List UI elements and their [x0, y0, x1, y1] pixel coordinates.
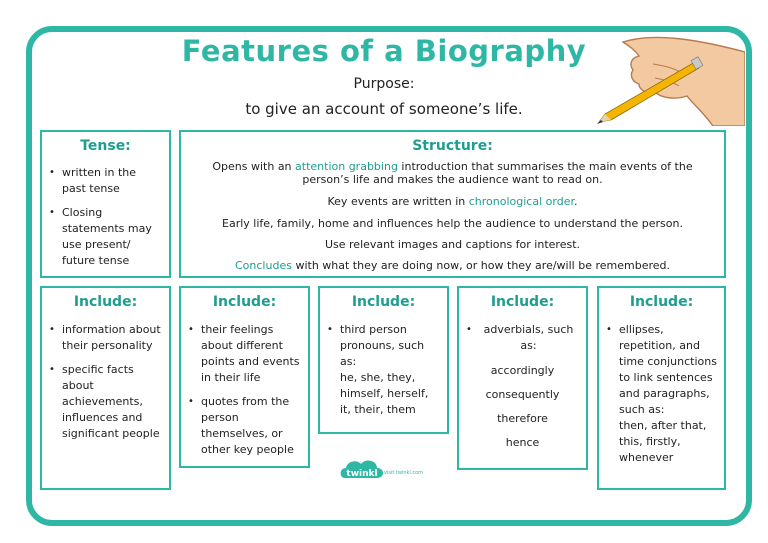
- include-box-conjunctions: [597, 286, 726, 490]
- structure-line-5: [181, 259, 724, 272]
- adverbial-word: accordingly: [490, 364, 555, 377]
- structure-box: [179, 130, 726, 278]
- list-item: • information about their personality: [42, 322, 165, 354]
- include-heading: Include:: [629, 294, 694, 310]
- page-title: Features of a Biography: [181, 34, 587, 68]
- list-item: • ellipses, repetition, and time conjunctions to link sentences and paragraphs, such as:: [599, 322, 720, 418]
- highlight-concludes: Concludes: [235, 259, 292, 272]
- conjunction-examples: then, after that, this, firstly, whenever: [619, 419, 707, 464]
- include-heading: Include:: [212, 294, 277, 310]
- include-heading: Include:: [73, 294, 138, 310]
- purpose-text: to give an account of someone’s life.: [245, 100, 523, 118]
- list-item: • their feelings about different points and events in their life: [181, 322, 304, 386]
- text: introduction that summarises the main events of the person’s life and makes the audience want to read on.: [302, 160, 693, 186]
- highlight-chronological-order: chronological order: [468, 195, 574, 208]
- list-item: • specific facts about achievements, influences and significant people: [42, 362, 165, 442]
- structure-line-4: Use relevant images and captions for interest.: [324, 238, 581, 251]
- text: .: [573, 195, 578, 208]
- structure-line-1: [181, 160, 724, 186]
- list-item: • Closing statements may use present/ future tense: [42, 205, 163, 269]
- tense-box: [40, 130, 171, 278]
- twinkl-logo: [339, 456, 385, 486]
- list-item: • adverbials, such as:: [459, 322, 578, 354]
- text: Key events are written in: [327, 195, 469, 208]
- highlight-attention-grabbing: attention grabbing: [295, 160, 398, 173]
- adverbial-word: consequently: [485, 388, 560, 401]
- adverbial-word: therefore: [497, 412, 548, 425]
- hand-pencil-icon: [595, 34, 745, 126]
- adverbial-word: hence: [505, 436, 540, 449]
- text: Opens with an: [212, 160, 296, 173]
- include-heading: Include:: [351, 294, 416, 310]
- purpose-label: Purpose:: [353, 76, 415, 92]
- include-box-personality: [40, 286, 171, 490]
- include-box-pronouns: [318, 286, 449, 434]
- list-item: • quotes from the person themselves, or other key people: [181, 394, 304, 458]
- tense-heading: Tense:: [80, 138, 131, 154]
- logo-text: twinkl: [346, 469, 378, 479]
- text: with what they are doing now, or how they are/will be remembered.: [291, 259, 670, 272]
- include-heading: Include:: [490, 294, 555, 310]
- pronoun-examples: he, she, they, himself, herself, it, their, them: [340, 371, 429, 416]
- structure-heading: Structure:: [412, 138, 493, 154]
- structure-line-3: Early life, family, home and influences help the audience to understand the person.: [222, 217, 683, 230]
- visit-link: visit twinkl.com: [384, 470, 424, 476]
- include-box-adverbials: [457, 286, 588, 470]
- list-item: • third person pronouns, such as:: [320, 322, 443, 370]
- include-box-feelings: [179, 286, 310, 468]
- list-item: • written in the past tense: [42, 165, 163, 197]
- structure-line-2: [181, 195, 724, 208]
